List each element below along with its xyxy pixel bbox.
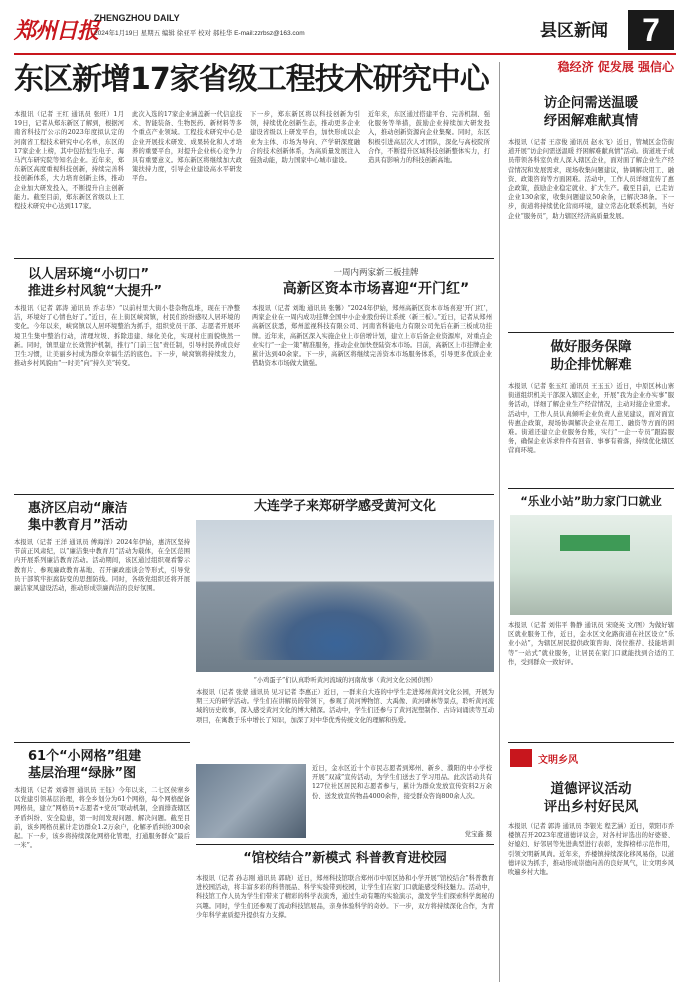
notice-credit: 党宝鑫 摄: [464, 831, 492, 838]
article-b-headline: 高新区资本市场喜迎“开门红”: [282, 281, 470, 297]
wenming-tag: [508, 742, 674, 767]
photo-employment-station: [510, 515, 672, 615]
photo-feature-caption: “小鸡蛋子”们认真聆听黄河流域的河南故事（黄河文化公园供图）: [253, 677, 437, 684]
article-d-headline: 61个“小网格”组建 基层治理“绿脉”图: [28, 749, 142, 781]
article-a-headline: 以人居环境“小切口” 推进乡村风貌“大提升”: [28, 267, 163, 299]
photo-feature-rule: [14, 494, 494, 495]
right-box: [508, 488, 674, 739]
right-bottom-headline: 道德评议活动 评出乡村好民风: [543, 781, 639, 815]
newspaper-logo: 郑州日报: [14, 18, 99, 44]
article-a-body: 本报讯（记者 郭涛 通讯员 乔志华）“以前村里大街小巷杂物乱堆，现在干净整洁，环境好了心情也好了。”近日，在上街区峡窝镇，村民们纷纷感叹人居环境的变化。今年以来，峡窝镇以人居环境整治为抓手，组织党员干部、志愿者开展环境卫生集中整治行动，清理垃圾、拆除违建、绿化美化，实现村庄面貌焕然一新。同时，镇里建立长效管护机制，推行“门前三包”责任制，引导村民养成良好卫生习惯，让美丽乡村成为群众幸福生活的底色。下一步，峡窝镇将持续发力，推动乡村风貌由“一时美”向“持久美”转变。: [14, 305, 240, 368]
lead-headline: 东区新增17家省级工程技术研究中心: [14, 62, 489, 97]
article-d-body: 本报讯（记者 刘睿智 通讯员 王钰）今年以来，二七区侯寨乡以党建引领基层治理，将全乡划分为61个网格，每个网格配备网格员，建立“网格员+志愿者+党员”联动机制，全面排查辖区矛盾纠纷、安全隐患，第一时间发现问题、解决问题。截至目前，该乡网格员累计走访群众1.2万余户，化解矛盾纠纷300余起。下一步，该乡将持续深化网格化管理，打通服务群众“最后一米”。: [14, 787, 190, 850]
right-mid-headline: 做好服务保障 助企排忧解难: [550, 339, 632, 373]
lead-body-col3: 下一步，郑东新区将以科技创新为引领，持续优化创新生态，推动更多企业建设省级以上研发平台，加快形成以企业为主体、市场为导向、产学研深度融合的技术创新体系，为高质量发展注入强劲动能，助力国家中心城市建设。: [250, 111, 360, 165]
photo-students-group: [236, 580, 436, 660]
right-mid-rule: [508, 332, 674, 333]
masthead-english: ZHENGZHOU DAILY: [94, 13, 180, 23]
wenming-icon: [510, 749, 532, 767]
station-sign: [560, 535, 630, 551]
wenming-tag-label: 文明乡风: [538, 755, 578, 766]
right-box-body: 本报讯（记者 刘伟平 鲁静 通讯员 宋晓英 文/图）为做好辖区就业服务工作，近日，金水区文化路街道在社区设立“乐业小站”，为辖区居民提供政策咨询、岗位推荐、技能培训等“一站式”就业服务，让居民在家门口就能找到合适的工作，受到群众一致好评。: [508, 622, 674, 666]
right-box-headline: “乐业小站”助力家门口就业: [520, 494, 662, 508]
right-mid-body: 本报讯（记者 张玉红 通讯员 王玉玉）近日，中原区林山寨街道组织机关干部深入辖区企业，开展“我为企业办实事”服务活动，详细了解企业生产经营情况，主动对接企业需求。活动中，工作人员认真倾听企业负责人意见建议，面对面宣传惠企政策，现场协调解决企业在用工、融资等方面的困难。街道还建立企业服务台账，实行“一企一专员”跟踪服务，确保企业诉求件件有回音、事事有着落，持续优化辖区营商环境。: [508, 383, 674, 455]
photo-feature-body: 本报讯（记者 张蒙 通讯员 见习记者 李惠正）近日，一群来自大连的中学生走进郑州黄河文化公园，开展为期三天的研学活动。学生们在讲解员的带领下，参观了黄河博物馆、大禹像、黄河碑林等景点，聆听黄河流域的历史故事，深入感受黄河文化的博大精深。活动中，学生们还参与了黄河泥塑制作、古诗词诵读等互动项目，在寓教于乐中增长了知识，加深了对中华优秀传统文化的理解和热爱。: [196, 689, 494, 724]
right-top-headline: 访企问需送温暖 纾困解难献真情: [543, 95, 639, 129]
right-banner: 稳经济 促发展 强信心: [557, 60, 674, 74]
article-e-body: 本报讯（记者 孙志刚 通讯员 郭晓）近日，郑州科技馆联合郑州市中原区协和小学开展“馆校结合”科普教育进校园活动，将丰富多彩的科普展品、科学实验带到校园，让学生们在家门口就能感受科技魅力。活动中，科技馆工作人员为学生们带来了精彩的科学表演秀，通过生动有趣的实验演示，激发学生们探索科学奥秘的兴趣。同时，学生们还参观了流动科技馆展品，亲身体验科学的奇妙。下一步，双方将持续深化合作，为青少年科学素质提升提供有力支撑。: [196, 875, 494, 919]
photo-students-yellow-river: [196, 520, 494, 672]
photo-volunteers: [196, 764, 306, 838]
lead-body-col4: 近年来，东区通过搭建平台、完善机制、强化服务等举措，鼓励企业持续加大研发投入，推动创新资源向企业集聚。同时，东区积极引进高层次人才团队，深化与高校院所合作，不断提升区域科技创新整体实力，打造具有影响力的科技创新高地。: [368, 111, 490, 165]
section-title: 县区新闻: [540, 21, 608, 41]
article-b-kicker: 一周内两家新三板挂牌: [333, 268, 419, 278]
masthead-dateline: 2024年1月19日 星期五 编辑 徐亚平 校对 郝桂华 E-mail:zzrbsz@163.com: [94, 30, 305, 37]
article-c-body: 本报讯（记者 王洋 通讯员 傅海洋）2024年伊始，惠济区坚持节前正风肃纪，以“廉洁集中教育月”活动为载体，在全区范围内开展系列廉洁教育活动。活动期间，该区通过组织观看警示教育片、参观廉政教育基地、召开廉政座谈会等形式，引导党员干部筑牢拒腐防变的思想防线。同时，各级党组织还将开展廉洁家风建设活动，推动形成崇廉尚洁的良好氛围。: [14, 539, 190, 593]
masthead-rule: [14, 53, 676, 55]
column-divider: [499, 62, 500, 982]
article-b-body: 本报讯（记者 刘地 通讯员 张馨）“2024年伊始，郑州高新区资本市场喜迎‘开门红’，两家企业在一周内成功挂牌全国中小企业股份转让系统（新三板）。”近日，记者从郑州高新区获悉，郑州蓝视科技有限公司、河南省科能电力有限公司先后在新三板成功挂牌。近年来，高新区深入实施企业上市倍增计划，建立上市后备企业资源库，对重点企业实行“一企一策”精准服务，推动企业加快登陆资本市场。目前，高新区上市挂牌企业累计达到40余家。下一步，高新区将继续完善资本市场服务体系，引导更多优质企业借助资本市场做大做强。: [252, 305, 492, 368]
photo-feature-headline: 大连学子来郑研学感受黄河文化: [253, 499, 436, 514]
article-e-headline: “馆校结合”新模式 科普教育进校园: [243, 851, 447, 866]
notice-text: 近日，金水区近十个市民志愿者到郑州、新乡、濮阳的中小学校开展“双减”宣传活动，为学生们送去了学习用品。此次活动共有127位社区居民和志愿者参与，累计为群众发放宣传资料2万余份、送发放宣传物品4000余件，接受群众咨询800余人次。: [312, 765, 492, 800]
masthead: [14, 10, 676, 50]
page-number: 7: [628, 10, 674, 50]
right-bottom-body: 本报讯（记者 郭涛 通讯员 李银光 程艺涵）近日，荥阳市乔楼镇召开2023年度道德评议会，对各村评选出的好婆婆、好媳妇、好邻居等先进典型进行表彰，发挥榜样示范作用，引领文明新风尚。近年来，乔楼镇持续深化移风易俗，以道德评议为抓手，推动形成崇德向善的良好风气，让文明乡风吹遍乡村大地。: [508, 823, 674, 877]
right-top-body: 本报讯（记者 王彦俊 通讯员 赵永飞）近日，管城区金岱街道开展“访企问需送温暖 纾困解难献真情”活动。街道班子成员带领各科室负责人深入辖区企业，面对面了解企业生产经营情况和发展需求，现场收集问题建议，协调解决用工、融资、政策咨询等方面困难。活动中，工作人员详细宣传了惠企政策，鼓励企业稳定就业、扩大生产。截至目前，已走访企业130余家，收集问题建议50余条，已解决38条。下一步，街道将持续优化营商环境，建立常态化联系机制，当好企业“服务员”，助力辖区经济高质量发展。: [508, 139, 674, 220]
lead-rule: [14, 258, 494, 259]
lead-body-col2: 此次入选的17家企业涵盖新一代信息技术、智能装备、生物医药、新材料等多个重点产业领域。工程技术研究中心是企业开展技术研发、成果转化和人才培养的重要平台，对提升企业核心竞争力具有重要意义。郑东新区将继续加大政策扶持力度，引导企业建设高水平研发平台。: [132, 111, 242, 183]
lead-body-col1: 本报讯（记者 王红 通讯员 张旺）1月19日，记者从郑东新区了解到，根据河南省科技厅公示的2023年度拟认定的河南省工程技术研究中心名单，东区的17家企业上榜，其中包括恒生电子、海马汽车研究院等知名企业。近年来，郑东新区高度重视科技创新，持续完善科技创新体系，大力培育创新主体，推动企业加大研发投入，不断提升自主创新能力。截至目前，郑东新区省级以上工程技术研究中心达到117家。: [14, 111, 124, 211]
article-e-rule: [196, 844, 494, 845]
article-d-rule: [14, 742, 190, 743]
article-c-headline: 惠济区启动“廉洁 集中教育月”活动: [28, 501, 128, 533]
